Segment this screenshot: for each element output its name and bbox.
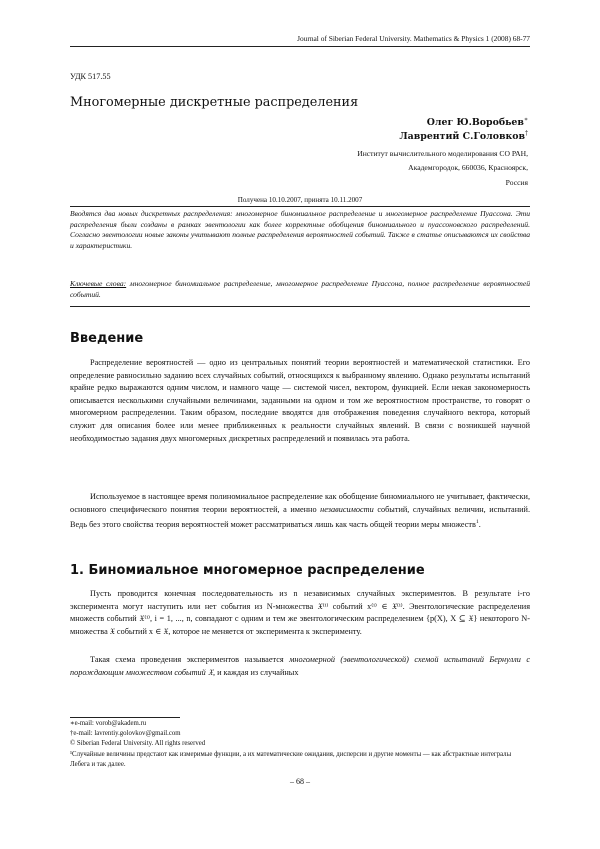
page-number: – 68 – [290, 777, 310, 786]
intro-paragraph-2: Используемое в настоящее время полиномиальное распределение как обобщение биномиального не учитывает, фактически, основного специфического понятия теории вероятностей, а именно независимости событий, случайных величин, испытаний. Ведь без этого свойства теория вероятностей может рассматриваться лишь как часть общей теории меры множеств$^1$. [70, 492, 531, 529]
author-1: Олег Ю.Воробьев∗ [426, 116, 528, 129]
received-date: Получена 10.10.2007, принята 10.11.2007 [237, 196, 363, 204]
footnote-email-1: ∗e-mail: vorob@akadem.ru [70, 720, 147, 727]
udk-code: УДК 517.55 [70, 72, 111, 81]
keywords-text: многомерное биномиальное распределение, многомерное распределение Пуассона, полное распределение вероятностей событий. [70, 279, 530, 299]
abstract-rule-top [70, 206, 530, 207]
copyright-note: © Siberian Federal University. All rights reserved [70, 740, 206, 747]
header-rule [70, 46, 530, 47]
abstract: Вводятся два новых дискретных распределения: многомерное биномиальное распределение и многомерное распределение Пуассона. Эти распределения были созданы в рамках эвентологии как более корректные обобщения биномиального и пуассоновского распределений. Согласно эвентологии новые законы учитывают полные распределения вероятностей событий. Также в статье описываются их свойства и характеристики. [70, 209, 530, 251]
footnote-1: ¹Случайные величины предстают как измеримые функции, а их математические ожидания, дисперсии и другие моменты — как абстрактные интегралы Лебега и так далее. [70, 751, 512, 768]
keywords [70, 279, 530, 300]
footnote-email-2: †e-mail: lavrentiy.golovkov@gmail.com [70, 730, 181, 737]
abstract-rule-bottom [70, 306, 530, 307]
section1-paragraph-1: Пусть проводится конечная последовательность из n независимых случайных экспериментов. В результате i-го эксперимента могут наступить или нет события из N-множества 𝔛⁽ⁱ⁾ событий x⁽ⁱ⁾ ∈ 𝔛⁽ⁱ⁾. Эвентологические распределения множеств событий 𝔛⁽ⁱ⁾, i = 1, ..., n, совпадают с одним и тем же эвентологическим распределением {p(X), X ⊆ 𝔛} некоторого N-множества 𝔛 событий x ∈ 𝔛, которое не меняется от эксперимента к эксперименту. [70, 589, 530, 636]
section1-paragraph-2: Такая схема проведения экспериментов называется многомерной (эвентологической) схемой испытаний Бернулли с порождающим множеством событий 𝔛, и каждая из случайных [70, 655, 530, 677]
footnote-rule [70, 717, 180, 718]
author-2: Лаврентий С.Головков† [399, 130, 528, 143]
affiliation-line-1: Институт вычислительного моделирования СО РАН, [357, 149, 528, 158]
running-header: Journal of Siberian Federal University. Mathematics & Physics 1 (2008) 68-77 [297, 34, 530, 43]
intro-paragraph-1: Распределение вероятностей — одно из центральных понятий теории вероятностей и математической статистики. Его определение равносильно заданию всех случайных событий, относящихся к выбранному явлению. Однако результаты испытаний крайне редко выражаются одним числом, и намного чаще — системой чисел, вектором, функцией. Если некая закономерность описывается несколькими случайными величинами, заданными на одном и том же вероятностном пространстве, то говорят о многомерном распределении. Таким образом, последние вводятся для отображения поведения случайного вектора, который служит для описания более или менее приближенных к реальности случайных явлений. В связи с возникшей научной необходимостью задания двух многомерных дискретных распределений и появилась эта работа. [70, 358, 530, 443]
section-heading-1: 1. Биномиальное многомерное распределение [70, 563, 425, 578]
paper-title: Многомерные дискретные распределения [70, 95, 359, 110]
section-heading-intro: Введение [70, 331, 144, 346]
affiliation-line-3: Россия [505, 178, 528, 187]
affiliation-line-2: Академгородок, 660036, Красноярск, [408, 163, 528, 172]
keywords-label: Ключевые слова: [70, 279, 127, 288]
